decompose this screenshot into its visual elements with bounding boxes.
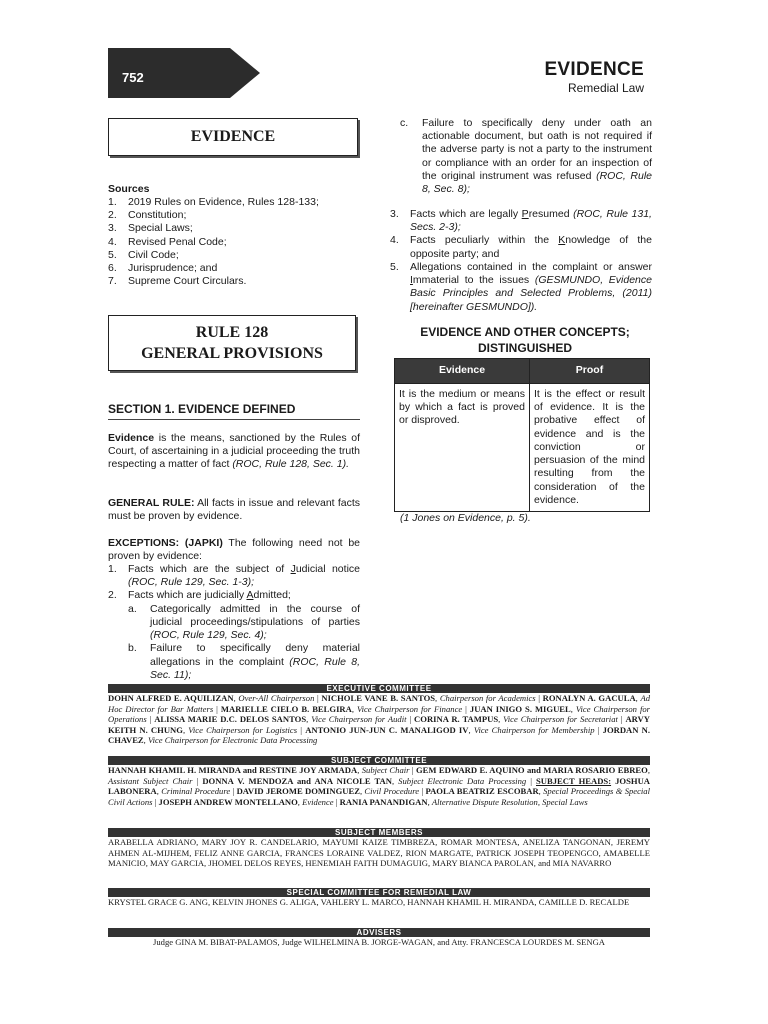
evidence-proof-table xyxy=(394,358,650,512)
running-header-title: EVIDENCE xyxy=(544,59,644,80)
exception-item: 2. Facts which are judicially Admitted; xyxy=(108,589,291,602)
table-header-proof: Proof xyxy=(530,359,650,384)
exception-subitem: a. Categorically admitted in the course of judicial proceedings/stipulations of parties (ROC, Rule 129, Sec. 4); xyxy=(128,602,360,642)
source-item: 3. Special Laws; xyxy=(108,222,193,235)
section-heading: SECTION 1. EVIDENCE DEFINED xyxy=(108,402,360,420)
committee-person: CORINA R. TAMPUS xyxy=(414,714,499,725)
running-header-subtitle: Remedial Law xyxy=(567,81,644,95)
committee-person: ALISSA MARIE D.C. DELOS SANTOS xyxy=(154,714,307,725)
committee-person: MARIELLE CIELO B. BELGIRA xyxy=(220,703,352,714)
exceptions-list-continued-2 xyxy=(390,208,652,314)
subject-members-band: SUBJECT MEMBERS xyxy=(108,828,650,837)
table-header-evidence: Evidence xyxy=(395,359,530,384)
committee-person: JOSEPH ANDREW MONTELLANO xyxy=(158,796,298,807)
page-number: 752 xyxy=(122,70,144,85)
advisers-names: Judge GINA M. BIBAT-PALAMOS, Judge WILHELMINA B. JORGE-WAGAN, and Atty. FRANCESCA LOURDES M. SENGA xyxy=(153,937,605,947)
table-citation: (1 Jones on Evidence, p. 5). xyxy=(400,512,531,524)
executive-committee-band: EXECUTIVE COMMITTEE xyxy=(108,684,650,693)
committee-role: Vice Chairperson for Finance xyxy=(356,703,463,714)
table-cell-evidence: It is the medium or means by which a fact is proved or disproved. xyxy=(395,384,530,512)
committee-person: JOSHUA LABONERA xyxy=(108,775,650,797)
executive-committee-names: DOHN ALFRED E. AQUILIZAN, Over-All Chairperson | NICHOLE VANE B. SANTOS, Chairperson for Academics | RONALYN A. GACULA, Ad Hoc Director for Bar Matters | MARIELLE CIELO B. BELGIRA, Vice Chairperson for Finance | JUAN INIGO S. MIGUEL, Vice Chairperson for Operations | ALISSA MARIE D.C. DELOS SANTOS, Vice Chairperson for Audit | CORINA R. TAMPUS, Vice Chairperson for Secretariat | ARVY KEITH N. CHUNG, Vice Chairperson for Logistics | ANTONIO JUN-JUN C. MANALIGOD IV, Vice Chairperson for Membership | JORDAN N. CHAVEZ, Vice Chairperson for Electronic Data Processing xyxy=(108,693,651,746)
committee-role: Alternative Dispute Resolution, Special Laws xyxy=(431,796,588,807)
committee-role: Vice Chairperson for Electronic Data Processing xyxy=(147,735,318,746)
committee-role: Criminal Procedure xyxy=(161,786,231,797)
source-item: 5. Civil Code; xyxy=(108,248,179,261)
special-committee-names: KRYSTEL GRACE G. ANG, KELVIN JHONES G. ALIGA, VAHLERY L. MARCO, HANNAH KHAMIL H. MIRANDA, CAMILLE D. RECALDE xyxy=(108,897,630,907)
committee-person: JORDAN N. CHAVEZ xyxy=(108,724,651,746)
general-rule: GENERAL RULE: All facts in issue and relevant facts must be proven by evidence. xyxy=(108,497,360,523)
subject-committee-names: HANNAH KHAMIL H. MIRANDA and RESTINE JOY ARMADA, Subject Chair | GEM EDWARD E. AQUINO and MARIA ROSARIO EBREO, Assistant Subject Chair | DONNA V. MENDOZA and ANA NICOLE TAN, Subject Electronic Data Processing | SUBJECT HEADS: JOSHUA LABONERA, Criminal Procedure | DAVID JEROME DOMINGUEZ, Civil Procedure | PAOLA BEATRIZ ESCOBAR, Special Proceedings & Special Civil Actions | JOSEPH ANDREW MONTELLANO, Evidence | RANIA PANANDIGAN, Alternative Dispute Resolution, Special Laws xyxy=(108,765,650,807)
sources-heading: Sources xyxy=(108,183,150,195)
committee-role: Civil Procedure xyxy=(364,786,420,797)
exceptions-list xyxy=(108,563,360,682)
subject-committee-band: SUBJECT COMMITTEE xyxy=(108,756,650,765)
committee-person: JUAN INIGO S. MIGUEL xyxy=(469,703,571,714)
exceptions-intro: EXCEPTIONS: (JAPKI) The following need not be proven by evidence: xyxy=(108,537,361,563)
evidence-definition: Evidence is the means, sanctioned by the Rules of Court, of ascertaining in a judicial proceeding the truth respecting a matter of fact (ROC, Rule 128, Sec. 1). xyxy=(108,432,360,471)
committee-person: RANIA PANANDIGAN xyxy=(339,796,428,807)
exception-item: 3. Facts which are legally Presumed (ROC, Rule 131, Secs. 2-3); xyxy=(390,208,652,234)
committee-person: RONALYN A. GACULA xyxy=(542,693,636,703)
sources-list xyxy=(108,196,358,289)
committee-role: Vice Chairperson for Logistics xyxy=(188,724,298,735)
exception-item: 1. Facts which are the subject of Judicial notice (ROC, Rule 129, Sec. 1-3); xyxy=(108,563,360,589)
committee-role: Chairperson for Academics xyxy=(439,693,536,703)
special-committee-band: SPECIAL COMMITTEE FOR REMEDIAL LAW xyxy=(108,888,650,897)
committee-role: Vice Chairperson for Audit xyxy=(311,714,407,725)
committee-person: ANTONIO JUN-JUN C. MANALIGOD IV xyxy=(305,724,469,735)
committee-role: Vice Chairperson for Secretariat xyxy=(503,714,618,725)
source-item: 6. Jurisprudence; and xyxy=(108,262,218,275)
concepts-heading: EVIDENCE AND OTHER CONCEPTS; DISTINGUISHED xyxy=(420,325,630,355)
committee-role: Special Proceedings & Special Civil Actions xyxy=(108,786,650,807)
committee-person: PAOLA BEATRIZ ESCOBAR xyxy=(425,786,539,797)
exception-item: 4. Facts peculiarly within the Knowledge of the opposite party; and xyxy=(390,234,652,260)
committee-role: Ad Hoc Director for Bar Matters xyxy=(108,693,650,714)
committee-role: Evidence xyxy=(302,796,334,807)
rule-title-box xyxy=(108,315,356,371)
exception-item: 5. Allegations contained in the complaint or answer Immaterial to the issues (GESMUNDO, Evidence Basic Principles and Selected Problems, (2011) [hereinafter GESMUNDO]). xyxy=(390,260,652,313)
chapter-title-box: EVIDENCE xyxy=(108,118,358,156)
source-item: 1. 2019 Rules on Evidence, Rules 128-133; xyxy=(108,196,319,208)
committee-role: Over-All Chairperson xyxy=(238,693,315,703)
table-row xyxy=(395,384,650,512)
exception-subitem: b. Failure to specifically deny material allegations in the complaint (ROC, Rule 8, Sec. 11); xyxy=(128,642,360,681)
source-item: 7. Supreme Court Circulars. xyxy=(108,275,247,288)
committee-role: Vice Chairperson for Operations xyxy=(108,703,650,725)
advisers-band: ADVISERS xyxy=(108,928,650,937)
committee-person: NICHOLE VANE B. SANTOS xyxy=(321,693,436,703)
committee-person: ARVY KEITH N. CHUNG xyxy=(108,714,650,735)
source-item: 4. Revised Penal Code; xyxy=(108,235,227,248)
definition-term: Evidence xyxy=(108,432,155,444)
table-cell-proof: It is the effect or result of evidence. It is the probative effect of evidence and is the conviction or persuasion of the mind resulting from the consideration of the evidence. xyxy=(530,384,650,512)
committee-person: DOHN ALFRED E. AQUILIZAN xyxy=(108,693,234,703)
subject-members-names: ARABELLA ADRIANO, MARY JOY R. CANDELARIO, MAYUMI KAIZE TIMBREZA, ROMAR MONTESA, ANELIZA TANGONAN, JEREMY AHMEN AL-MIJHEM, FELIZ ANNE GARCIA, FRANCES LORAINE VALDEZ, RION MARGATE, PATRICK JOSEPH TEOPENGCO, AMABELLE MANICIO, MAY GARCIA, JHOMEL DELOS REYES, HENEMIAH FAITH DUMAGUIG, MARY BIANCA PAROLAN, and MIA NAVARRO xyxy=(108,837,650,869)
committee-role: Vice Chairperson for Membership xyxy=(473,724,595,735)
rule-title: GENERAL PROVISIONS xyxy=(141,345,323,362)
exceptions-list-continued xyxy=(390,117,652,196)
committee-person: DAVID JEROME DOMINGUEZ xyxy=(236,786,360,797)
exception-subitem: c. Failure to specifically deny under oath an actionable document, but oath is not required if the adverse party is not a party to the instrument or compliance with an order for an inspection of the original instrument was refused (ROC, Rule 8, Sec. 8); xyxy=(400,117,653,196)
source-item: 2. Constitution; xyxy=(108,209,187,222)
rule-number: RULE 128 xyxy=(195,324,269,341)
